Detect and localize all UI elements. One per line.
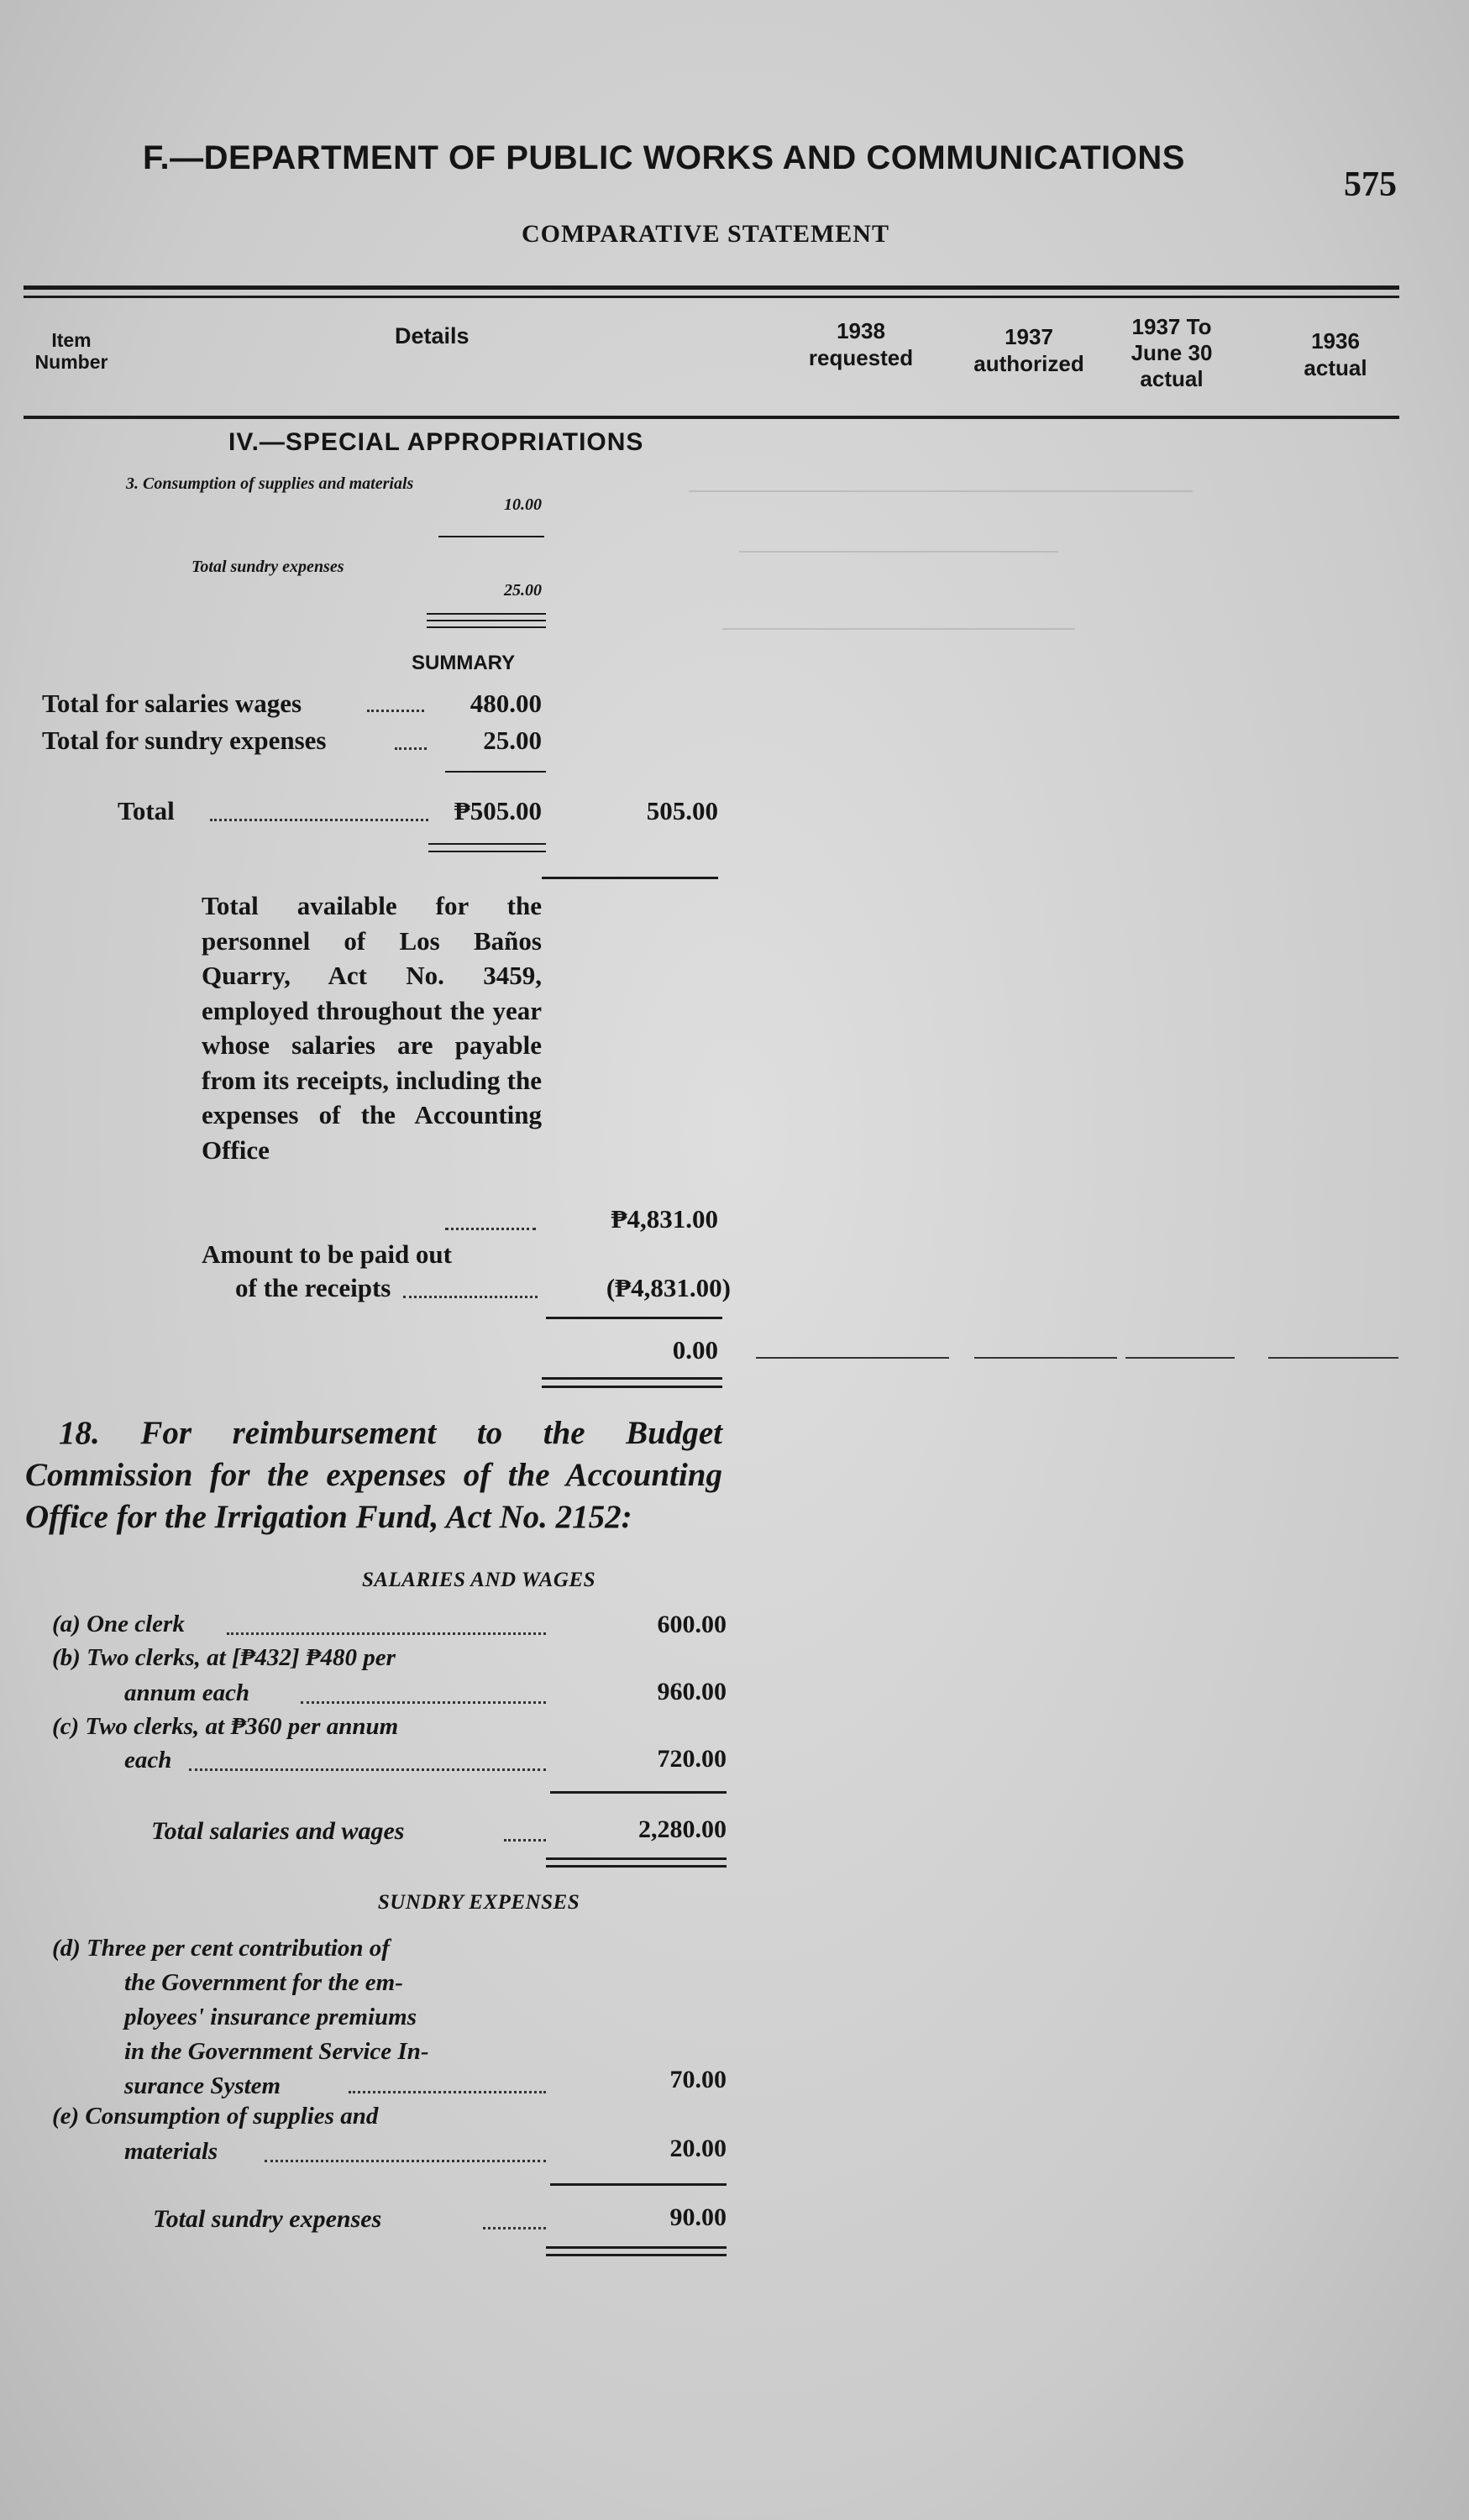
leader-dots: [445, 1228, 536, 1230]
rule: [445, 771, 546, 773]
available-value: ₱4,831.00: [611, 1204, 718, 1234]
a-value: 600.00: [657, 1611, 727, 1638]
rule: [550, 2183, 727, 2186]
subtitle: COMPARATIVE STATEMENT: [522, 220, 889, 248]
leader-dots: [265, 2160, 546, 2162]
d-label: [52, 1931, 429, 2103]
total-salaries-value: 2,280.00: [638, 1815, 727, 1843]
leader-dots: [367, 710, 424, 712]
summary-salaries-label: Total for salaries wages: [42, 689, 302, 718]
col-1938: 1938 requested: [808, 318, 914, 370]
total-sundry-value-2: 90.00: [669, 2203, 727, 2231]
col-details: Details: [395, 323, 470, 348]
d-line: surance System: [124, 2072, 281, 2099]
leader-dots: [349, 2091, 546, 2093]
b-value: 960.00: [657, 1678, 727, 1705]
total-sundry-value: 25.00: [504, 581, 542, 600]
rule: [438, 536, 544, 537]
col-1936: 1936 actual: [1304, 328, 1367, 380]
sundry-heading: SUNDRY EXPENSES: [377, 1891, 580, 1914]
total-salaries-label: Total salaries and wages: [151, 1817, 405, 1845]
salaries-heading: SALARIES AND WAGES: [361, 1569, 596, 1591]
leader-dots: [210, 819, 428, 821]
rule: [546, 2254, 727, 2256]
page-title: F.—DEPARTMENT OF PUBLIC WORKS AND COMMUNICATIONS: [143, 139, 1185, 176]
rule: [428, 851, 546, 852]
summary-sundry-value: 25.00: [483, 726, 542, 755]
leader-dots: [301, 1701, 546, 1704]
leader-dots: [483, 2227, 546, 2229]
leader-dots: [504, 1839, 546, 1842]
placeholder-dash-1936: [1268, 1357, 1398, 1359]
page-number: 575: [1344, 165, 1397, 204]
leader-dots: [395, 747, 427, 750]
rule: [427, 626, 546, 628]
rule: [542, 1377, 722, 1380]
rule: [550, 1791, 727, 1794]
paid-label-2: of the receipts: [235, 1273, 391, 1302]
c-value: 720.00: [657, 1745, 727, 1773]
leader-dots: [403, 1296, 538, 1298]
total-sundry-label: Total sundry expenses: [191, 558, 344, 576]
rule: [428, 843, 546, 845]
header-rule-top-2: [24, 296, 1399, 298]
summary-sundry-label: Total for sundry expenses: [42, 726, 327, 755]
rule: [546, 1857, 727, 1860]
summary-total-requested: 505.00: [646, 796, 718, 825]
d-line: the Government for the em-: [124, 1969, 403, 1996]
paid-label-1: Amount to be paid out: [202, 1239, 452, 1269]
rule: [427, 613, 546, 615]
rule: [546, 2246, 727, 2249]
a-label: (a) One clerk: [52, 1611, 185, 1637]
bleed-through-text: [689, 453, 1411, 697]
summary-salaries-value: 480.00: [470, 689, 542, 718]
d-line: in the Government Service In-: [124, 2038, 429, 2065]
summary-total-label: Total: [118, 796, 175, 825]
col-1937-authorized: 1937 authorized: [973, 324, 1084, 376]
item18-text: 18. For reimbursement to the Budget Commission for the expenses of the Accounting Office for the Irrigation Fund, Act No. 2152:: [25, 1415, 722, 1535]
b-label-2: annum each: [124, 1679, 250, 1706]
e-value: 20.00: [669, 2135, 727, 2162]
leader-dots: [189, 1768, 546, 1771]
rule: [546, 1865, 727, 1868]
e-label-1: (e) Consumption of supplies and: [52, 2103, 379, 2130]
d-line: ployees' insurance premiums: [124, 2004, 417, 2030]
d-line: (d) Three per cent contribution of: [52, 1935, 390, 1962]
leader-dots: [227, 1632, 546, 1635]
placeholder-dash-1937c: [1125, 1357, 1235, 1359]
summary-total-value: ₱505.00: [454, 796, 542, 825]
c-label-2: each: [124, 1747, 172, 1773]
rule: [546, 1317, 722, 1319]
header-rule-top: [24, 286, 1399, 290]
available-text: Total available for the personnel of Los Baños Quarry, Act No. 3459, employed throughout the year whose salaries are payable from its receipts, including the expenses of the Accounting Office: [202, 891, 542, 1165]
header-rule-bottom: [24, 416, 1399, 419]
rule: [542, 877, 718, 879]
placeholder-dash-1937a: [756, 1357, 949, 1359]
section-title: IV.—SPECIAL APPROPRIATIONS: [228, 428, 644, 456]
d-value: 70.00: [669, 2066, 727, 2093]
col-item-number: Item Number: [34, 329, 108, 373]
net-value: 0.00: [672, 1335, 718, 1365]
summary-heading: SUMMARY: [412, 652, 516, 674]
consumption-value: 10.00: [504, 495, 542, 514]
rule: [542, 1386, 722, 1388]
c-label-1: (c) Two clerks, at ₱360 per annum: [52, 1713, 399, 1740]
total-sundry-label-2: Total sundry expenses: [153, 2205, 382, 2233]
rule: [427, 620, 546, 621]
b-label-1: (b) Two clerks, at [₱432] ₱480 per: [52, 1644, 396, 1671]
placeholder-dash-1937b: [974, 1357, 1117, 1359]
col-1937-actual: 1937 To June 30 actual: [1131, 314, 1213, 391]
consumption-label: 3. Consumption of supplies and materials: [126, 474, 414, 493]
paid-value: (₱4,831.00): [606, 1273, 731, 1302]
e-label-2: materials: [124, 2138, 218, 2165]
